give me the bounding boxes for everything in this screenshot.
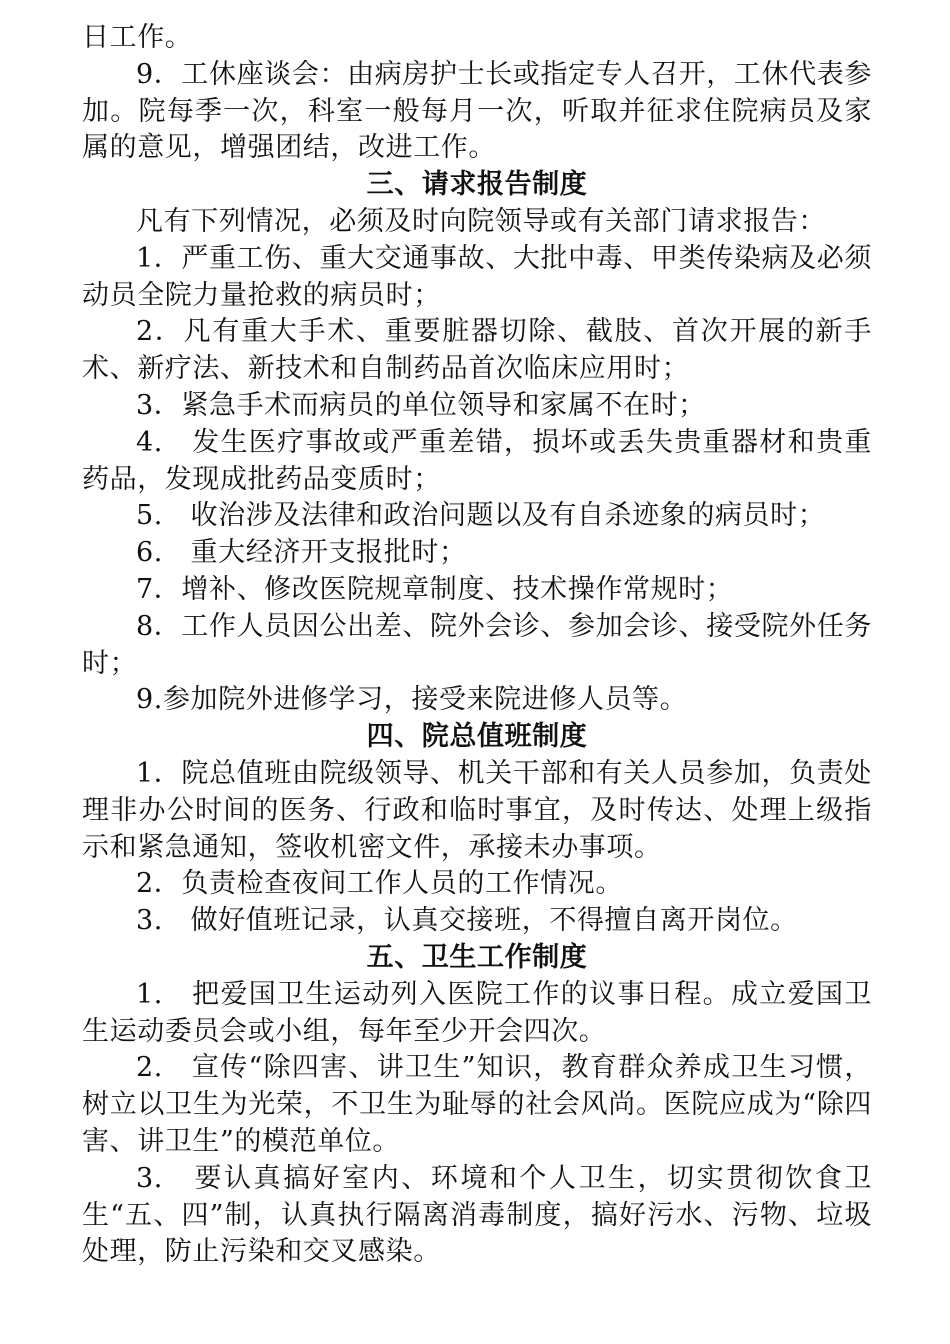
paragraph-item-9-meeting: 9．工休座谈会：由病房护士长或指定专人召开，工休代表参加。院每季一次，科室一般每月一次，听取并征求住院病员及家属的意见，增强团结，改进工作。 [82,58,872,164]
paragraph-duty-2: 2．负责检查夜间工作人员的工作情况。 [136,868,623,900]
section-heading-4: 四、院总值班制度 [366,721,588,753]
document-body [82,20,872,1271]
paragraph-item-9: 9.参加院外进修学习，接受来院进修人员等。 [136,684,688,716]
paragraph-item-1: 1．严重工伤、重大交通事故、大批中毒、甲类传染病及必须动员全院力量抢救的病员时； [82,242,872,311]
paragraph-continuation: 日工作。 [82,22,193,53]
paragraph-item-2: 2．凡有重大手术、重要脏器切除、截肢、首次开展的新手术、新疗法、新技术和自制药品首次临床应用时； [82,316,872,385]
paragraph-duty-3: 3. 做好值班记录，认真交接班，不得擅自离开岗位。 [136,905,798,937]
paragraph-intro: 凡有下列情况，必须及时向院领导或有关部门请求报告： [136,205,826,237]
paragraph-duty-1: 1．院总值班由院级领导、机关干部和有关人员参加，负责处理非办公时间的医务、行政和临时事宜，及时传达、处理上级指示和紧急通知，签收机密文件，承接未办事项。 [82,757,872,863]
paragraph-item-5: 5. 收治涉及法律和政治问题以及有自杀迹象的病员时； [136,500,826,532]
paragraph-hygiene-1: 1. 把爱国卫生运动列入医院工作的议事日程。成立爱国卫生运动委员会或小组，每年至少开会四次。 [82,978,872,1047]
paragraph-item-7: 7．增补、修改医院规章制度、技术操作常规时； [136,573,734,605]
section-heading-5: 五、卫生工作制度 [366,941,588,973]
paragraph-item-6: 6. 重大经济开支报批时； [136,537,467,569]
paragraph-hygiene-2: 2. 宣传“除四害、讲卫生”知识，教育群众养成卫生习惯，树立以卫生为光荣，不卫生为耻辱的社会风尚。医院应成为“除四害、讲卫生”的模范单位。 [82,1052,872,1157]
paragraph-item-8: 8．工作人员因公出差、院外会诊、参加会诊、接受院外任务时； [82,610,872,679]
section-heading-3: 三、请求报告制度 [366,169,588,201]
paragraph-item-4: 4. 发生医疗事故或严重差错，损坏或丢失贵重器材和贵重药品，发现成批药品变质时； [82,426,872,495]
paragraph-hygiene-3: 3. 要认真搞好室内、环境和个人卫生，切实贯彻饮食卫生“五、四”制，认真执行隔离消毒制度，搞好污水、污物、垃圾处理，防止污染和交叉感染。 [82,1162,872,1268]
paragraph-item-3: 3．紧急手术而病员的单位领导和家属不在时； [136,389,706,421]
